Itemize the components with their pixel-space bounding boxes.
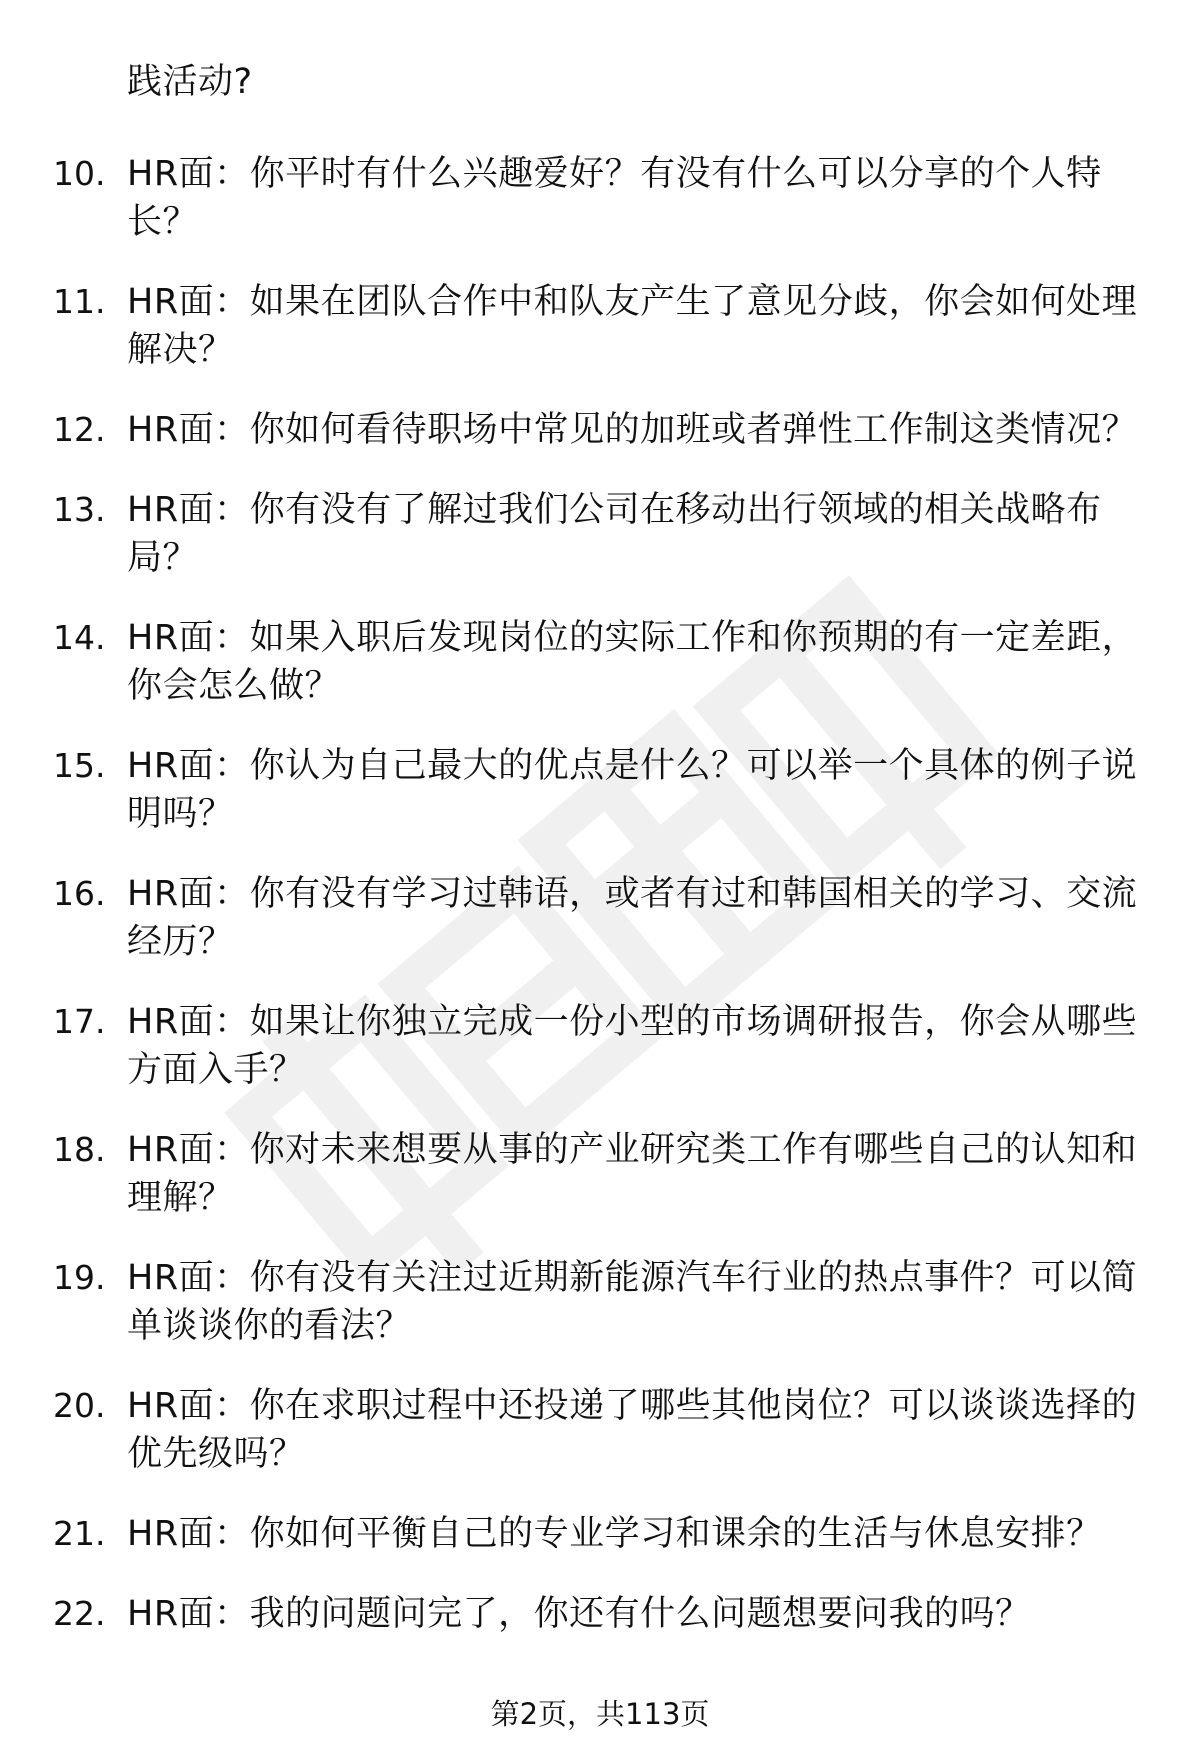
question-number: 20.: [53, 1386, 106, 1425]
question-item: [0, 486, 1200, 582]
question-list: [0, 150, 1200, 1670]
question-text: HR面：如果入职后发现岗位的实际工作和你预期的有一定差距，你会怎么做？: [127, 618, 1138, 706]
question-item: [0, 406, 1200, 454]
question-number: 12.: [53, 410, 106, 449]
question-item: [0, 278, 1200, 374]
question-item: [0, 1382, 1200, 1478]
question-item: [0, 150, 1200, 246]
question-text: HR面：你对未来想要从事的产业研究类工作有哪些自己的认知和理解？: [127, 1130, 1138, 1218]
question-item: [0, 1510, 1200, 1558]
question-number: 11.: [53, 282, 106, 321]
question-item: [0, 614, 1200, 710]
question-number: 13.: [53, 490, 106, 529]
question-item: [0, 998, 1200, 1094]
question-text: HR面：你认为自己最大的优点是什么？可以举一个具体的例子说明吗？: [127, 746, 1138, 834]
page-footer: 第2页，共113页: [490, 1697, 710, 1731]
question-number: 16.: [53, 874, 106, 913]
question-text: HR面：如果在团队合作中和队友产生了意见分歧，你会如何处理解决？: [127, 282, 1138, 370]
question-number: 22.: [53, 1594, 106, 1633]
question-number: 10.: [53, 154, 106, 193]
question-item: [0, 870, 1200, 966]
question-text: HR面：你在求职过程中还投递了哪些其他岗位？可以谈谈选择的优先级吗？: [127, 1386, 1138, 1474]
question-number: 18.: [53, 1130, 106, 1169]
question-number: 19.: [53, 1258, 106, 1297]
question-item: [0, 1126, 1200, 1222]
question-number: 21.: [53, 1514, 106, 1553]
question-text: HR面：你如何看待职场中常见的加班或者弹性工作制这类情况？: [127, 410, 1138, 450]
question-item: [0, 1254, 1200, 1350]
question-item: [0, 742, 1200, 838]
question-number: 17.: [53, 1002, 106, 1041]
question-text: HR面：你有没有关注过近期新能源汽车行业的热点事件？可以简单谈谈你的看法？: [127, 1258, 1138, 1346]
question-text: HR面：我的问题问完了，你还有什么问题想要问我的吗？: [127, 1594, 1031, 1634]
question-text: HR面：如果让你独立完成一份小型的市场调研报告，你会从哪些方面入手？: [127, 1002, 1138, 1090]
question-item: [0, 1590, 1200, 1638]
question-number: 15.: [53, 746, 106, 785]
question-number: 14.: [53, 618, 106, 657]
question-text: HR面：你有没有了解过我们公司在移动出行领域的相关战略布局？: [127, 490, 1102, 578]
question-text: HR面：你平时有什么兴趣爱好？有没有什么可以分享的个人特长？: [127, 154, 1102, 242]
question-text: HR面：你有没有学习过韩语，或者有过和韩国相关的学习、交流经历？: [127, 874, 1138, 962]
question-text: HR面：你如何平衡自己的专业学习和课余的生活与休息安排？: [127, 1514, 1102, 1554]
continuation-text: 践活动?: [127, 62, 253, 102]
